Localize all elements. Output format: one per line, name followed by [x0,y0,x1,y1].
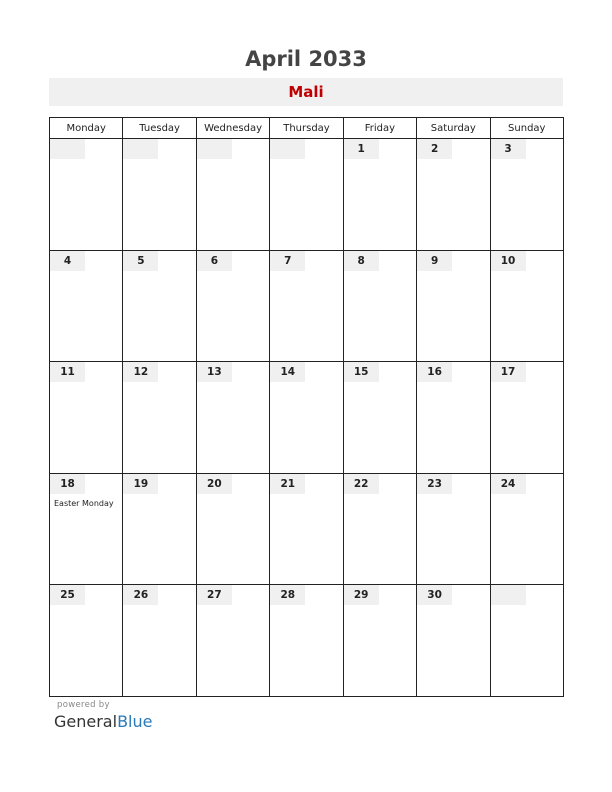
day-cell[interactable] [417,139,490,251]
day-number [197,139,232,159]
day-cell-content [344,362,416,472]
day-cell-content [417,362,489,472]
day-cell[interactable] [270,250,343,362]
weekday-header-row [50,118,564,139]
day-cell[interactable] [196,362,269,474]
day-cell[interactable] [270,473,343,585]
day-cell[interactable] [417,362,490,474]
calendar-title: April 2033 [245,47,367,71]
calendar-grid [49,117,564,697]
brand-part-blue: Blue [117,712,153,731]
day-cell-content [50,585,122,695]
day-cell[interactable] [50,585,123,697]
day-number: 26 [123,585,158,605]
day-cell-content [197,139,269,249]
day-number: 29 [344,585,379,605]
day-cell-content [50,474,122,584]
week-row [50,139,564,251]
day-number: 15 [344,362,379,382]
day-cell[interactable] [50,473,123,585]
day-number: 19 [123,474,158,494]
day-number: 11 [50,362,85,382]
day-number: 22 [344,474,379,494]
week-row [50,585,564,697]
week-row [50,362,564,474]
day-number: 23 [417,474,452,494]
day-cell-content [50,251,122,361]
day-number: 6 [197,251,232,271]
day-number [50,139,85,159]
day-cell[interactable] [417,250,490,362]
day-cell-content [123,362,195,472]
day-cell-content [491,251,563,361]
day-cell-content [491,474,563,584]
day-cell[interactable] [196,250,269,362]
day-number: 20 [197,474,232,494]
country-banner [49,78,563,106]
day-cell-content [417,251,489,361]
day-cell-content [417,139,489,249]
day-cell[interactable] [123,585,196,697]
day-cell[interactable] [50,362,123,474]
weekday-sunday: Sunday [490,118,563,139]
day-number: 30 [417,585,452,605]
day-number: 3 [491,139,526,159]
day-cell[interactable] [196,585,269,697]
day-cell[interactable] [123,250,196,362]
day-cell-content [197,474,269,584]
day-cell-content [270,585,342,695]
day-cell-content [417,474,489,584]
day-cell[interactable] [490,473,563,585]
day-cell-content [123,585,195,695]
day-cell-content [344,585,416,695]
day-number: 27 [197,585,232,605]
holiday-label: Easter Monday [54,498,114,508]
day-number: 2 [417,139,452,159]
day-cell[interactable] [343,362,416,474]
day-cell-content [344,251,416,361]
day-number [491,585,526,605]
day-cell[interactable] [490,585,563,697]
day-number: 12 [123,362,158,382]
day-cell[interactable] [123,139,196,251]
day-number: 28 [270,585,305,605]
day-cell[interactable] [343,473,416,585]
day-number: 17 [491,362,526,382]
powered-by-label: powered by [57,700,110,710]
day-cell-content [491,362,563,472]
day-number [270,139,305,159]
day-number: 8 [344,251,379,271]
day-number: 7 [270,251,305,271]
day-number: 13 [197,362,232,382]
day-cell-content [197,251,269,361]
day-number: 18 [50,474,85,494]
day-cell[interactable] [270,139,343,251]
day-cell[interactable] [490,362,563,474]
day-cell-content [270,474,342,584]
brand-part-general: General [54,712,118,731]
day-cell[interactable] [196,473,269,585]
day-cell-content [270,362,342,472]
day-cell-content [197,585,269,695]
day-cell-content [417,585,489,695]
weekday-tuesday: Tuesday [123,118,196,139]
day-number: 10 [491,251,526,271]
day-number: 25 [50,585,85,605]
day-number: 24 [491,474,526,494]
weekday-friday: Friday [343,118,416,139]
day-cell[interactable] [417,585,490,697]
day-cell[interactable] [196,139,269,251]
day-number: 9 [417,251,452,271]
day-cell-content [491,139,563,249]
day-cell[interactable] [123,473,196,585]
weekday-wednesday: Wednesday [196,118,269,139]
day-number: 16 [417,362,452,382]
day-cell[interactable] [50,250,123,362]
day-cell-content [344,474,416,584]
day-cell[interactable] [343,250,416,362]
day-number: 4 [50,251,85,271]
weekday-saturday: Saturday [417,118,490,139]
day-cell[interactable] [343,585,416,697]
day-cell-content [270,139,342,249]
day-cell[interactable] [490,250,563,362]
day-cell[interactable] [270,585,343,697]
day-cell-content [50,139,122,249]
day-cell[interactable] [490,139,563,251]
day-number: 5 [123,251,158,271]
day-cell-content [123,139,195,249]
day-cell[interactable] [123,362,196,474]
day-cell-content [50,362,122,472]
day-cell[interactable] [50,139,123,251]
week-row [50,473,564,585]
day-number: 1 [344,139,379,159]
day-cell-content [123,251,195,361]
day-cell-content [197,362,269,472]
week-row [50,250,564,362]
day-number: 21 [270,474,305,494]
weekday-thursday: Thursday [270,118,343,139]
day-cell-content [491,585,563,695]
weekday-monday: Monday [50,118,123,139]
country-name: Mali [288,83,324,101]
day-cell[interactable] [417,473,490,585]
day-number: 14 [270,362,305,382]
day-cell-content [270,251,342,361]
day-cell-content [123,474,195,584]
generalblue-logo[interactable] [54,712,152,731]
day-cell-content [344,139,416,249]
day-cell[interactable] [343,139,416,251]
day-cell[interactable] [270,362,343,474]
day-number [123,139,158,159]
